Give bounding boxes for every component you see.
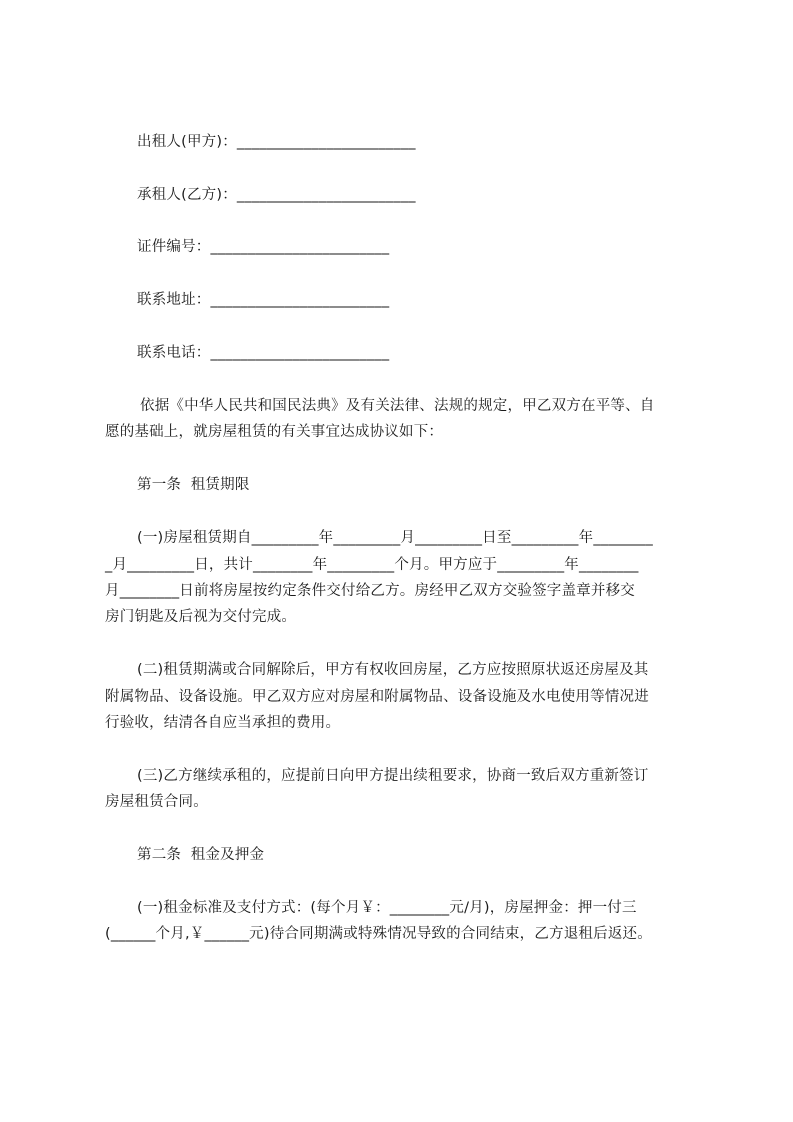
clause-line: 房屋租赁合同。	[105, 794, 208, 810]
clause-line: 附属物品、设备设施。甲乙双方应对房屋和附属物品、设备设施及水电使用等情况进	[105, 689, 649, 705]
clause-line: (______个月,￥______元)待合同期满或特殊情况导致的合同结束，乙方退租后返还。	[105, 926, 652, 942]
clause-line: (一)租金标准及支付方式：(每个月￥：________元/月)，房屋押金：押一付三	[137, 900, 637, 916]
preamble-line: 依据《中华人民共和国民法典》及有关法律、法规的规定，甲乙双方在平等、自	[140, 398, 655, 414]
clause-line: 房门钥匙及后视为交付完成。	[105, 609, 297, 625]
article-heading: 第一条 租赁期限	[137, 477, 250, 493]
clause-line: 月________日前将房屋按约定条件交付给乙方。房经甲乙双方交验签字盖章并移交	[105, 583, 635, 599]
clause-line: (三)乙方继续承租的，应提前日向甲方提出续租要求，协商一致后双方重新签订	[137, 768, 649, 784]
lessor-field: 出租人(甲方)：________________________	[137, 134, 416, 150]
preamble-line: 愿的基础上，就房屋租赁的有关事宜达成协议如下：	[105, 424, 444, 440]
clause-line: (二)租赁期满或合同解除后，甲方有权收回房屋，乙方应按照原状返还房屋及其	[137, 662, 649, 678]
clause-line: _月_________日，共计________年_________个月。甲方应于_________年________	[105, 557, 639, 573]
clause-line: 行验收，结清各自应当承担的费用。	[105, 715, 341, 731]
clause-line: (一)房屋租赁期自_________年_________月_________日至_________年________	[137, 530, 653, 546]
lessee-field: 承租人(乙方)：________________________	[137, 187, 416, 203]
address-field: 联系地址：________________________	[137, 292, 390, 308]
id-number-field: 证件编号：________________________	[137, 239, 390, 255]
phone-field: 联系电话：________________________	[137, 345, 390, 361]
article-heading: 第二条 租金及押金	[137, 847, 265, 863]
